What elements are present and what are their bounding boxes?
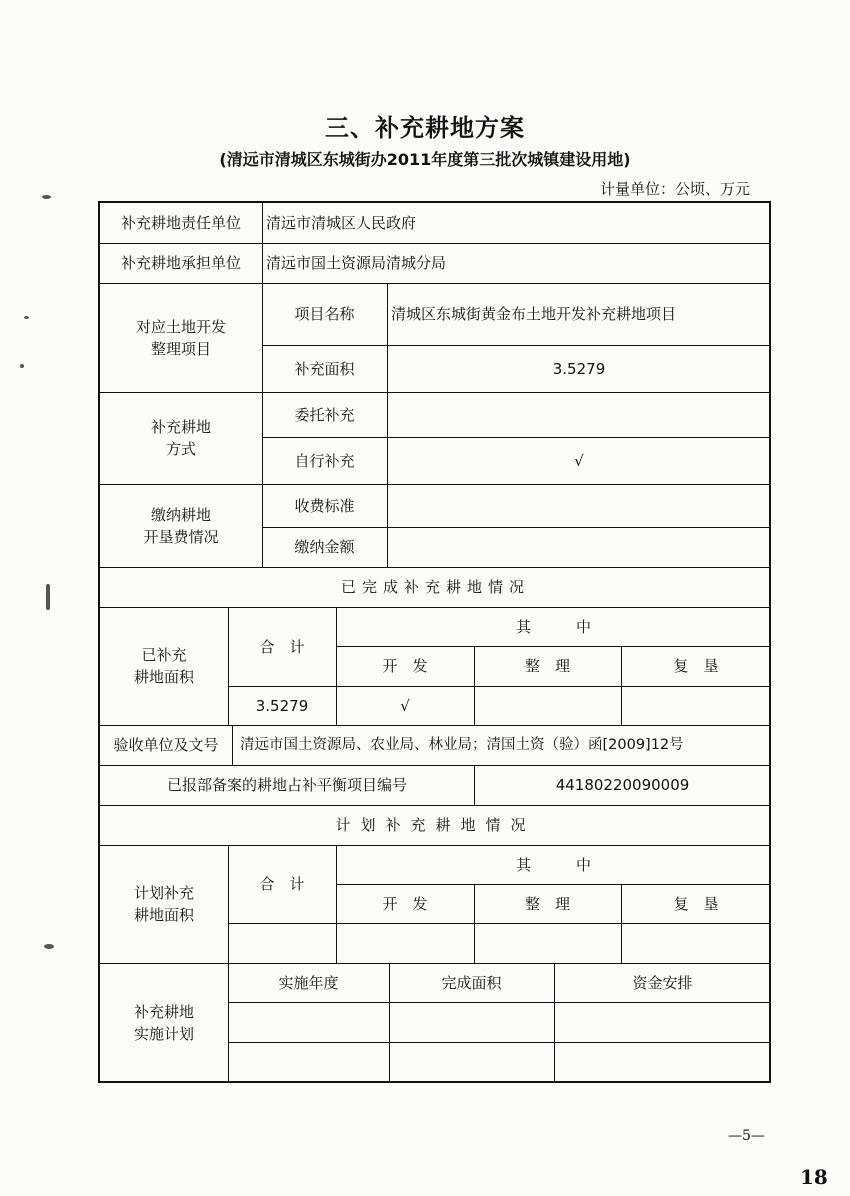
planned-section-title: 计划补充耕地情况 (335, 816, 536, 834)
completed-consolidation-value (474, 686, 621, 725)
supplement-area-label: 补充面积 (294, 359, 355, 378)
completed-reclamation-label: 复 垦 (673, 657, 719, 675)
fund-arrangement-label: 资金安排 (632, 973, 693, 992)
farmland-supplement-form (98, 201, 771, 1083)
document-title: 三、补充耕地方案 (325, 114, 525, 142)
rule (228, 923, 771, 924)
method-group-label: 补充耕地 方式 (150, 418, 211, 458)
measurement-unit: 计量单位：公顷、万元 (599, 180, 750, 198)
rule (228, 1042, 771, 1043)
planned-area-label: 计划补充 耕地面积 (133, 884, 194, 924)
entrusted-supplement-label: 委托补充 (294, 405, 355, 424)
scan-speck (44, 944, 54, 949)
completed-consolidation-label: 整 理 (524, 657, 570, 675)
entrusted-supplement-value (387, 392, 771, 437)
responsible-unit-label: 补充耕地责任单位 (120, 214, 241, 232)
fee-standard-label: 收费标准 (294, 496, 355, 515)
rule (228, 1002, 771, 1003)
fee-group-label: 缴纳耕地 开垦费情况 (143, 505, 219, 546)
implementation-plan-label: 补充耕地 实施计划 (133, 1003, 194, 1043)
page-number: —5— (728, 1128, 765, 1144)
corner-number: 18 (800, 1165, 828, 1189)
supplement-area-value: 3.5279 (552, 359, 606, 378)
project-name-value: 清城区东城街黄金布土地开发补充耕地项目 (391, 305, 677, 323)
planned-development-label: 开 发 (382, 894, 428, 913)
completion-area-label: 完成面积 (441, 973, 502, 992)
completed-section-title: 已完成补充耕地情况 (340, 578, 530, 596)
project-group-label: 对应土地开发 整理项目 (135, 317, 226, 358)
undertaking-unit-label: 补充耕地承担单位 (120, 254, 241, 272)
acceptance-value: 清远市国土资源局、农业局、林业局；清国土资（验）函[2009]12号 (240, 737, 684, 753)
planned-reclamation-label: 复 垦 (673, 894, 719, 913)
scan-speck (24, 316, 29, 319)
fee-amount-value (387, 527, 771, 567)
completed-area-label: 已补充 耕地面积 (133, 646, 194, 686)
completed-total-label: 合 计 (259, 637, 305, 656)
self-supplement-label: 自行补充 (294, 451, 355, 470)
planned-among-label: 其 中 (515, 855, 591, 874)
planned-total-label: 合 计 (259, 875, 305, 893)
scan-speck (20, 364, 24, 368)
fee-amount-label: 缴纳金额 (294, 538, 355, 556)
record-number-label: 已报部备案的耕地占补平衡项目编号 (166, 776, 407, 794)
acceptance-label: 验收单位及文号 (113, 736, 219, 754)
fee-standard-value (387, 484, 771, 527)
rule (232, 725, 233, 765)
record-number-value: 44180220090009 (555, 776, 690, 794)
completed-total-value: 3.5279 (255, 696, 309, 715)
document-subtitle: (清远市清城区东城街办2011年度第三批次城镇建设用地) (219, 150, 631, 169)
scan-speck (42, 195, 51, 199)
completed-reclamation-value (621, 686, 771, 725)
completed-development-check: √ (400, 696, 410, 715)
implementation-year-label: 实施年度 (278, 973, 339, 992)
scan-speck (46, 584, 50, 610)
completed-among-label: 其 中 (515, 617, 591, 636)
project-name-label: 项目名称 (294, 305, 355, 323)
planned-consolidation-label: 整 理 (524, 894, 570, 913)
self-supplement-check: √ (574, 451, 584, 470)
responsible-unit-value: 清远市清城区人民政府 (266, 214, 417, 232)
undertaking-unit-value: 清远市国土资源局清城分局 (266, 254, 447, 272)
completed-development-label: 开 发 (382, 657, 428, 675)
